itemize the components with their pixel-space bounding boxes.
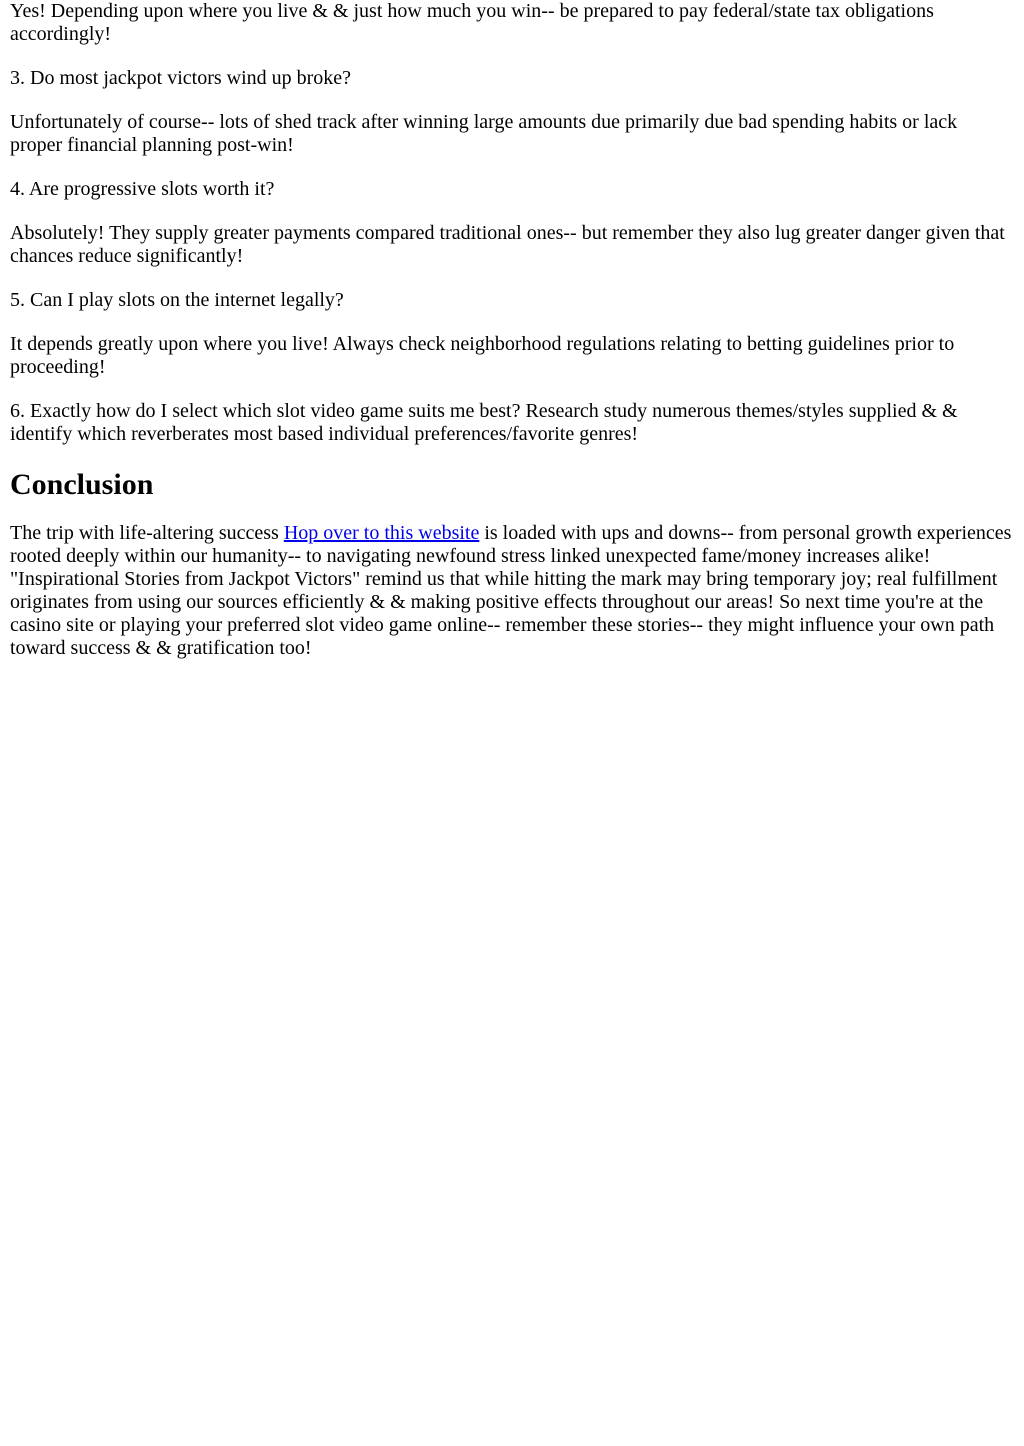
faq-answer-4: Absolutely! They supply greater payments compared traditional ones-- but remember they also lug greater danger given that chances reduce significantly! — [10, 222, 1005, 267]
faq-question-5: 5. Can I play slots on the internet legally? — [10, 289, 344, 311]
faq-question-4: 4. Are progressive slots worth it? — [10, 178, 275, 200]
faq-question-3: 3. Do most jackpot victors wind up broke? — [10, 67, 352, 89]
faq-answer-2: Yes! Depending upon where you live & & just how much you win-- be prepared to pay federal/state tax obligations accordingly! — [10, 0, 934, 45]
faq-question-answer-6: 6. Exactly how do I select which slot video game suits me best? Research study numerous themes/styles supplied & & identify which reverberates most based individual preferences/favorite genres! — [10, 400, 958, 445]
hop-over-link[interactable]: Hop over to this website — [283, 522, 480, 544]
conclusion-text-after-link: is loaded with ups and downs-- from personal growth experiences rooted deeply within our humanity-- to navigating newfound stress linked unexpected fame/money increases alike! "Inspirational Stories from Jackpot Victors" remind us that while hitting the mark may bring temporary joy; real fulfillment originates from using our sources efficiently & & making positive effects throughout our areas! So next time you're at the casino site or playing your preferred slot video game online-- remember these stories-- they might influence your own path toward success & & gratification too! — [10, 522, 1012, 659]
conclusion-heading: Conclusion — [10, 468, 154, 501]
article-body — [0, 0, 1024, 660]
faq-answer-5: It depends greatly upon where you live! Always check neighborhood regulations relating to betting guidelines prior to proceeding! — [10, 333, 955, 378]
conclusion-text-before-link: The trip with life-altering success — [10, 522, 284, 544]
conclusion-paragraph — [10, 522, 1014, 660]
faq-answer-3: Unfortunately of course-- lots of shed track after winning large amounts due primarily due bad spending habits or lack proper financial planning post-win! — [10, 111, 958, 156]
